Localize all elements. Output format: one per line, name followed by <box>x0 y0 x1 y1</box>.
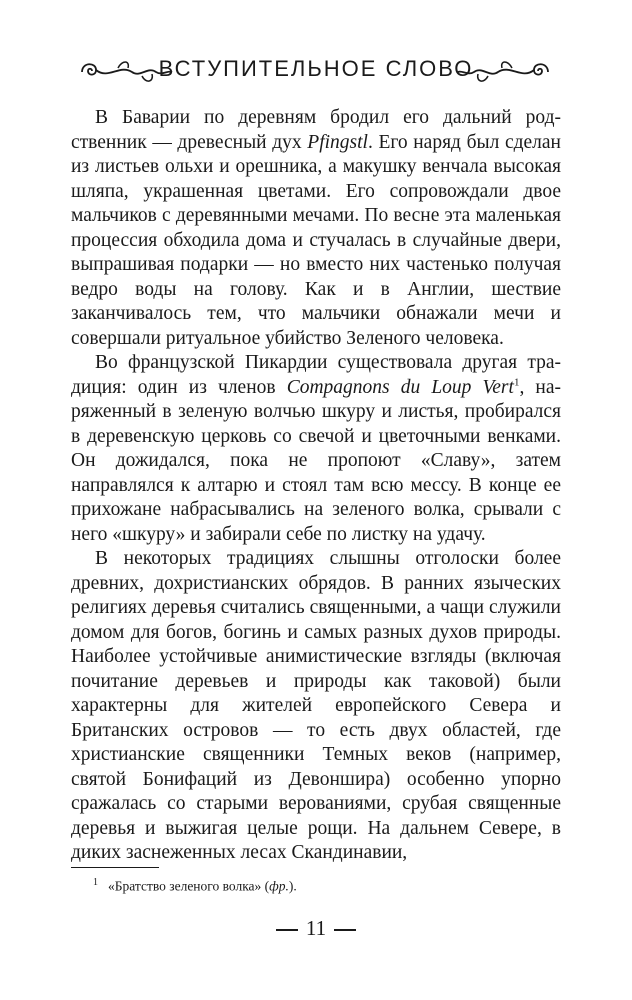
paragraph-text: Во французской Пикардии существовала другая традиция: один из членов <box>71 352 561 398</box>
footnote-mark: 1 <box>93 877 98 888</box>
footnote <box>93 874 563 896</box>
paragraph-bavaria <box>71 106 561 351</box>
footnote-italic-abbrev: фр. <box>269 878 289 894</box>
page-title: ВСТУПИТЕЛЬНОЕ СЛОВО <box>158 56 474 81</box>
italic-term-pfingstl: Pfingstl <box>307 131 368 153</box>
paragraph-text: В Баварии по деревням бродил его дальний родственник — древесный дух <box>71 107 561 153</box>
right-flourish-ornament-icon <box>456 56 552 88</box>
footnote-text-end: ). <box>288 878 297 894</box>
footnote-divider <box>71 867 159 868</box>
running-header <box>0 52 632 92</box>
paragraph-text: . Его наряд был сделан из листьев ольхи и орешника, а макушку венчала высокая шляпа, украшенная цветами. Его сопровождали двое мальчиков с деревянными мечами. По весне эта маленькая процессия обходила дома и стучалась в случайные двери, выпрашивая подарки — но вместо них частенько получая ведро воды на голову. Как и в Англии, шествие заканчивалось тем, что мальчики обнажали мечи и совершали ритуальное убийство Зеленого человека. <box>71 131 561 349</box>
paragraph-picardy <box>71 351 561 547</box>
italic-term-compagnons: Compagnons du Loup Vert <box>286 376 514 398</box>
paragraph-text: В некоторых традициях слышны отголоски более древних, дохристианских обрядов. В ранних языческих религиях деревья считались священными, а чащи служили домом для богов, богинь и самых разных духов природы. Наиболее устойчивые анимистические взгляды (включая почитание деревьев и природы как таковой) были характерны для жителей европейского Севера и Британских островов — то есть двух областей, где христианские священники Темных веков (например, святой Бонифаций из Девоншира) особенно упорно сражалась со старыми верованиями, срубая священные деревья и выжигая целые рощи. На дальнем Севере, в диких заснеженных лесах Скандинавии, <box>71 548 561 863</box>
folio-dash-left <box>276 929 298 931</box>
footnote-reference[interactable]: 1 <box>513 376 520 388</box>
footnote-text: «Братство зеленого волка» ( <box>108 878 270 894</box>
main-text <box>71 106 561 866</box>
paragraph-text: , наряженный в зеленую волчью шкуру и листья, пробирался в деревенскую церковь со свечой и цветочными венками. Он дожидался, пока не пропоют «Славу», затем направлялся к алтарю и стоял там всю мессу. В конце ее прихожане набрасывались на зеленого волка, срывали с него «шкуру» и забирали себе по листку на удачу. <box>71 376 561 545</box>
paragraph-pagan-traditions <box>71 547 561 866</box>
page-folio <box>0 916 632 941</box>
page-number: 11 <box>305 916 327 940</box>
folio-dash-right <box>334 929 356 931</box>
